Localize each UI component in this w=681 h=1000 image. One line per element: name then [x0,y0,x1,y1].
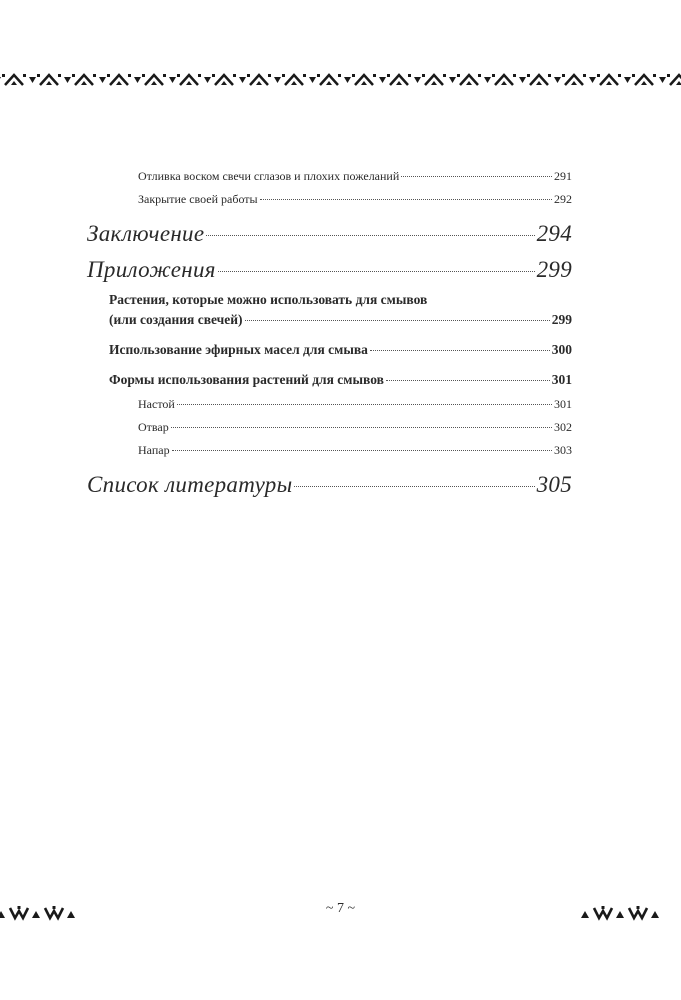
ornament-triangle [519,77,526,83]
ornament-triangle [204,77,211,83]
ornament-triangle [274,77,281,83]
toc-entry-page: 299 [551,312,572,327]
ornament-triangle [484,77,491,83]
ornament-dot [457,74,460,77]
ornament-inner-triangle [326,81,332,85]
toc-entry-label: Заключение [87,221,205,246]
ornament-inner-triangle [466,81,472,85]
toc-entry-rasteniya[interactable] [109,312,572,328]
ornament-dot [142,74,145,77]
toc-entry-label: Список литературы [87,472,293,497]
ornament-dot [128,74,131,77]
ornament-dot [422,74,425,77]
dot-leader [172,450,552,451]
ornament-dot [548,74,551,77]
ornament-triangle [169,77,176,83]
toc-entry-page: 299 [536,257,572,282]
ornament-inner-triangle [536,81,542,85]
toc-entry-page: 294 [536,221,572,246]
ornament-dot [632,74,635,77]
toc-entry-napar[interactable] [138,443,572,458]
ornament-dot [513,74,516,77]
ornament-inner-triangle [571,81,577,85]
ornament-dot [23,74,26,77]
ornament-dot [583,74,586,77]
toc-entry-page: 291 [554,169,572,183]
ornament-dot [247,74,250,77]
ornament-triangle [624,77,631,83]
toc-entry-label: Приложения [87,257,216,282]
ornament-dot [478,74,481,77]
top-ornament-border [0,68,681,92]
ornament-inner-triangle [221,81,227,85]
ornament-inner-triangle [361,81,367,85]
ornament-dot [282,74,285,77]
ornament-dot [408,74,411,77]
toc-entry-page: 303 [554,443,572,457]
ornament-triangle [134,77,141,83]
ornament-dot [527,74,530,77]
ornament-dot [233,74,236,77]
toc-entry-label: Отвар [138,420,169,434]
ornament-inner-triangle [151,81,157,85]
toc-entry-label: Настой [138,397,175,411]
toc-entry-rasteniya-line1[interactable]: Растения, которые можно использовать для смывов [109,292,428,307]
ornament-triangle [554,77,561,83]
ornament-inner-triangle [11,81,17,85]
ornament-dot [317,74,320,77]
toc-entry-page: 300 [551,342,572,357]
ornament-triangle [0,77,1,83]
ornament-inner-triangle [676,81,681,85]
ornament-dot [492,74,495,77]
dot-leader [294,486,534,487]
ornament-dot [303,74,306,77]
toc-entry-page: 302 [554,420,572,434]
ornament-inner-triangle [291,81,297,85]
toc-entry-label: Напар [138,443,170,457]
ornament-dot [198,74,201,77]
ornament-dot [212,74,215,77]
toc-entry-literatura[interactable] [87,472,572,498]
ornament-dot [72,74,75,77]
ornament-dot [618,74,621,77]
toc-entry-nastoy[interactable] [138,397,572,412]
ornament-dot [268,74,271,77]
ornament-triangle [309,77,316,83]
dot-leader [260,199,552,200]
ornament-inner-triangle [431,81,437,85]
ornament-inner-triangle [641,81,647,85]
ornament-dot [107,74,110,77]
ornament-inner-triangle [46,81,52,85]
ornament-dot [37,74,40,77]
toc-entry-page: 292 [554,192,572,206]
ornament-dot [177,74,180,77]
ornament-inner-triangle [81,81,87,85]
ornament-triangle [414,77,421,83]
dot-leader [171,427,552,428]
ornament-dot [93,74,96,77]
ornament-triangle [99,77,106,83]
ornament-inner-triangle [396,81,402,85]
ornament-dot [338,74,341,77]
toc-entry-label: (или создания свечей) [109,312,243,327]
ornament-triangle [589,77,596,83]
toc-entry-label: Отливка воском свечи сглазов и плохих пожеланий [138,169,400,183]
ornament-dot [373,74,376,77]
toc-entry-zaklyuchenie[interactable] [87,221,572,247]
dot-leader [206,235,534,236]
ornament-triangle [64,77,71,83]
ornament-dot [163,74,166,77]
ornament-triangle [344,77,351,83]
page-number: ~ 7 ~ [325,901,356,916]
top-ornament-pattern [0,68,681,92]
dot-leader [245,320,550,321]
ornament-dot [58,74,61,77]
ornament-dot [352,74,355,77]
ornament-dot [667,74,670,77]
ornament-inner-triangle [186,81,192,85]
ornament-dot [2,74,5,77]
dot-leader [401,176,552,177]
toc-entry-page: 301 [554,397,572,411]
toc-entry-otvar[interactable] [138,420,572,435]
toc-entry-label: Закрытие своей работы [138,192,258,206]
ornament-dot [597,74,600,77]
toc-entry-otlivka[interactable] [138,169,572,184]
dot-leader [218,271,535,272]
ornament-triangle [659,77,666,83]
ornament-dot [443,74,446,77]
toc-entry-zakrytie[interactable] [138,192,572,207]
dot-leader [177,404,552,405]
toc-entry-page: 305 [536,472,572,497]
toc-entry-efirnye[interactable] [109,342,572,358]
ornament-triangle [379,77,386,83]
ornament-inner-triangle [501,81,507,85]
toc-entry-prilozheniya[interactable] [87,257,572,283]
ornament-dot [387,74,390,77]
ornament-inner-triangle [256,81,262,85]
ornament-dot [653,74,656,77]
toc-entry-page: 301 [551,372,572,387]
ornament-dot [562,74,565,77]
ornament-inner-triangle [116,81,122,85]
toc-entry-label: Использование эфирных масел для смыва [109,342,368,357]
dot-leader [386,380,550,381]
ornament-triangle [449,77,456,83]
ornament-triangle [29,77,36,83]
dot-leader [370,350,550,351]
ornament-inner-triangle [606,81,612,85]
toc-entry-label: Формы использования растений для смывов [109,372,384,387]
ornament-triangle [239,77,246,83]
toc-entry-formy[interactable] [109,372,572,388]
